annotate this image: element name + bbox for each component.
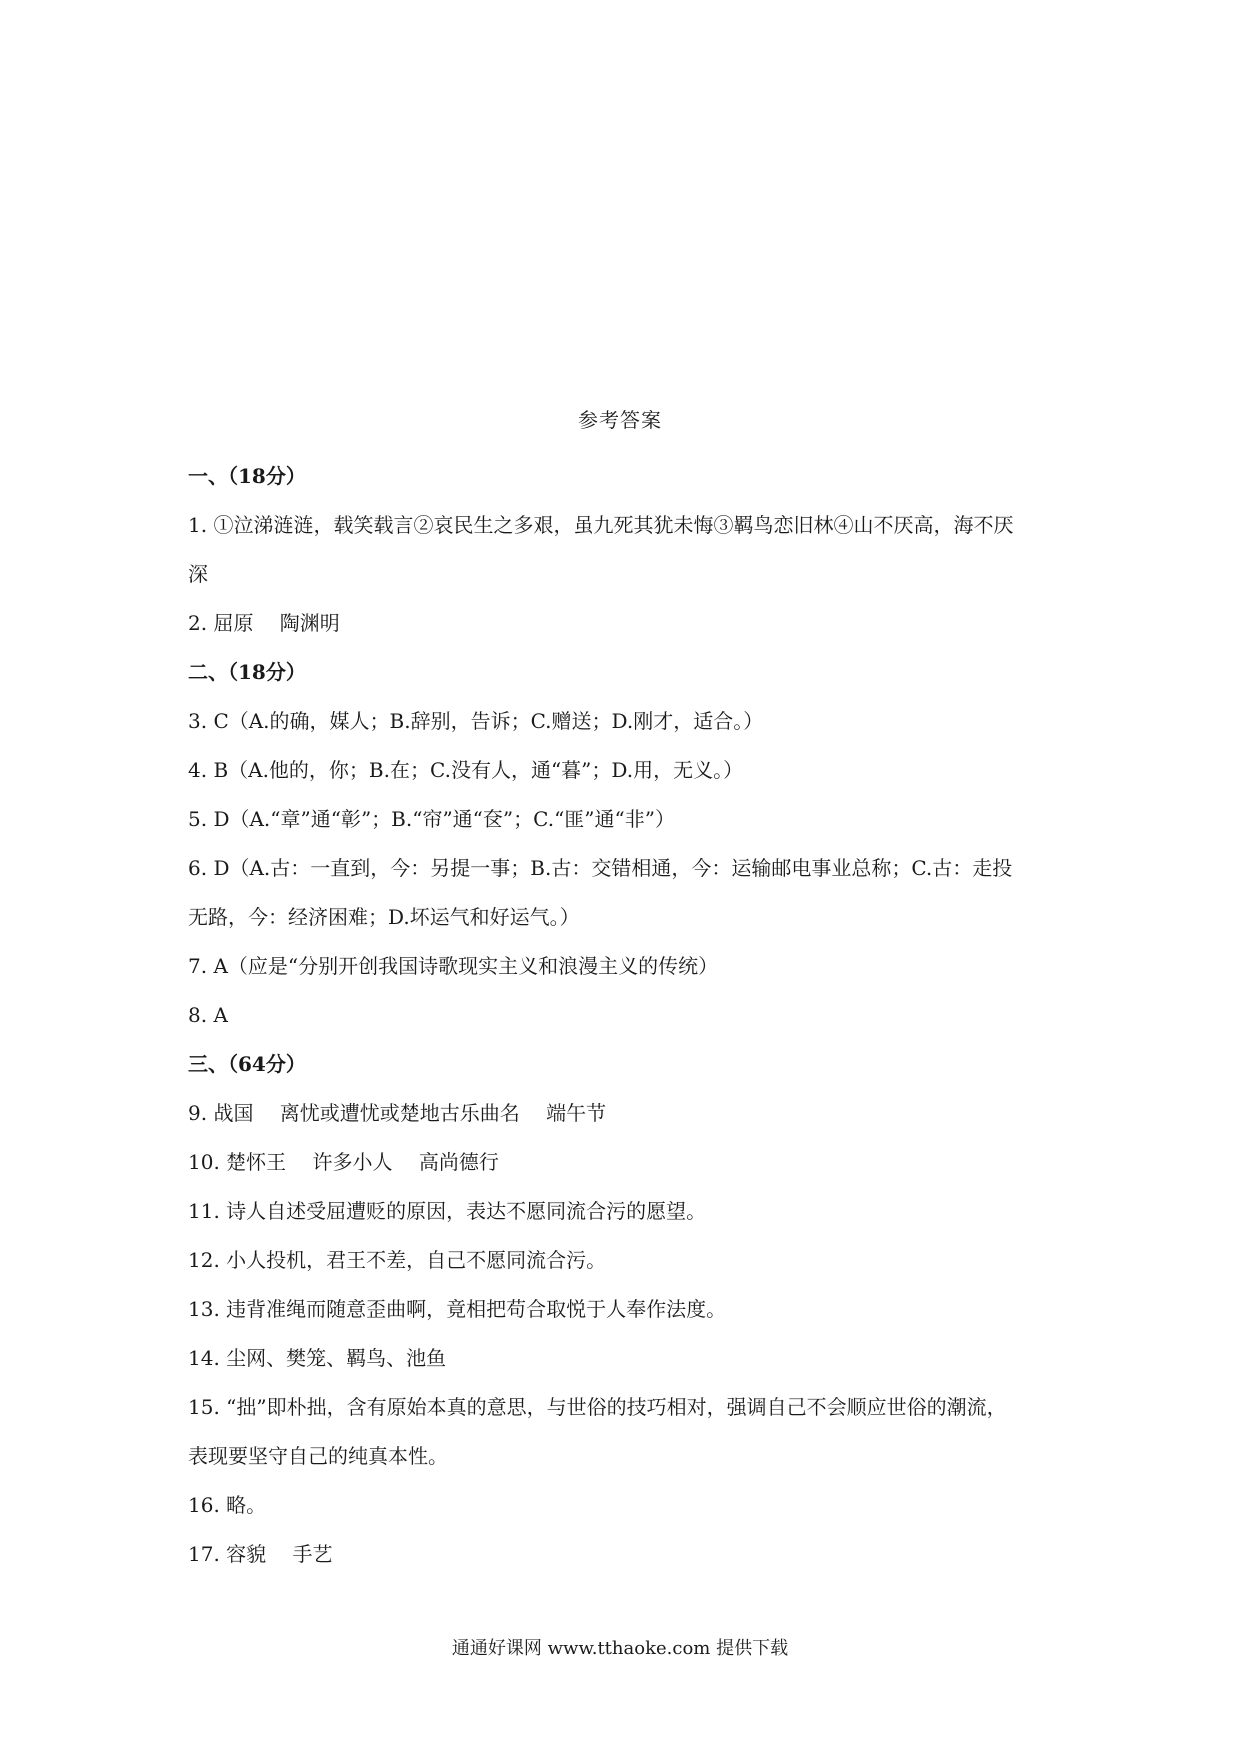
answer-line: 11. 诗人自述受屈遭贬的原因，表达不愿同流合污的愿望。	[188, 1199, 707, 1223]
answer-line: 16. 略。	[188, 1493, 267, 1517]
answer-line: 17. 容貌 手艺	[188, 1542, 333, 1566]
answer-list	[188, 452, 1058, 1579]
answer-line: 12. 小人投机，君王不差，自己不愿同流合污。	[188, 1248, 607, 1272]
answer-line: 表现要坚守自己的纯真本性。	[188, 1444, 448, 1468]
answer-line: 10. 楚怀王 许多小人 高尚德行	[188, 1150, 499, 1174]
answer-line: 无路，今：经济困难；D.坏运气和好运气。）	[188, 905, 580, 929]
answer-line: 7. A（应是“分别开创我国诗歌现实主义和浪漫主义的传统）	[188, 954, 719, 978]
answer-line: 8. A	[188, 1003, 228, 1027]
page-footer: 通通好课网 www.tthaoke.com 提供下载	[451, 1638, 789, 1659]
answer-line: 2. 屈原 陶渊明	[188, 611, 340, 635]
answer-line: 13. 违背准绳而随意歪曲啊，竟相把苟合取悦于人奉作法度。	[188, 1297, 727, 1321]
section-heading: 三、（64分）	[188, 1052, 306, 1076]
answer-line: 4. B（A.他的，你；B.在；C.没有人，通“暮”；D.用，无义。）	[188, 758, 744, 782]
answer-line: 3. C（A.的确，媒人；B.辞别，告诉；C.赠送；D.刚才，适合。）	[188, 709, 764, 733]
answer-line: 15. “拙”即朴拙，含有原始本真的意思，与世俗的技巧相对，强调自己不会顺应世俗的潮流，	[188, 1395, 1007, 1419]
answer-line: 5. D（A.“章”通“彰”；B.“帘”通“奁”；C.“匪”通“非”）	[188, 807, 675, 831]
section-heading: 一、（18分）	[188, 464, 306, 488]
answer-line: 9. 战国 离忧或遭忧或楚地古乐曲名 端午节	[188, 1101, 607, 1125]
answer-line: 深	[188, 562, 208, 586]
answer-line: 1. ①泣涕涟涟，载笑载言②哀民生之多艰，虽九死其犹未悔③羁鸟恋旧林④山不厌高，海不厌	[188, 513, 1014, 537]
answer-line: 6. D（A.古：一直到，今：另提一事；B.古：交错相通，今：运输邮电事业总称；C.古：走投	[188, 856, 1013, 880]
page-title: 参考答案	[578, 408, 662, 432]
answer-line: 14. 尘网、樊笼、羁鸟、池鱼	[188, 1346, 447, 1370]
section-heading: 二、（18分）	[188, 660, 306, 684]
